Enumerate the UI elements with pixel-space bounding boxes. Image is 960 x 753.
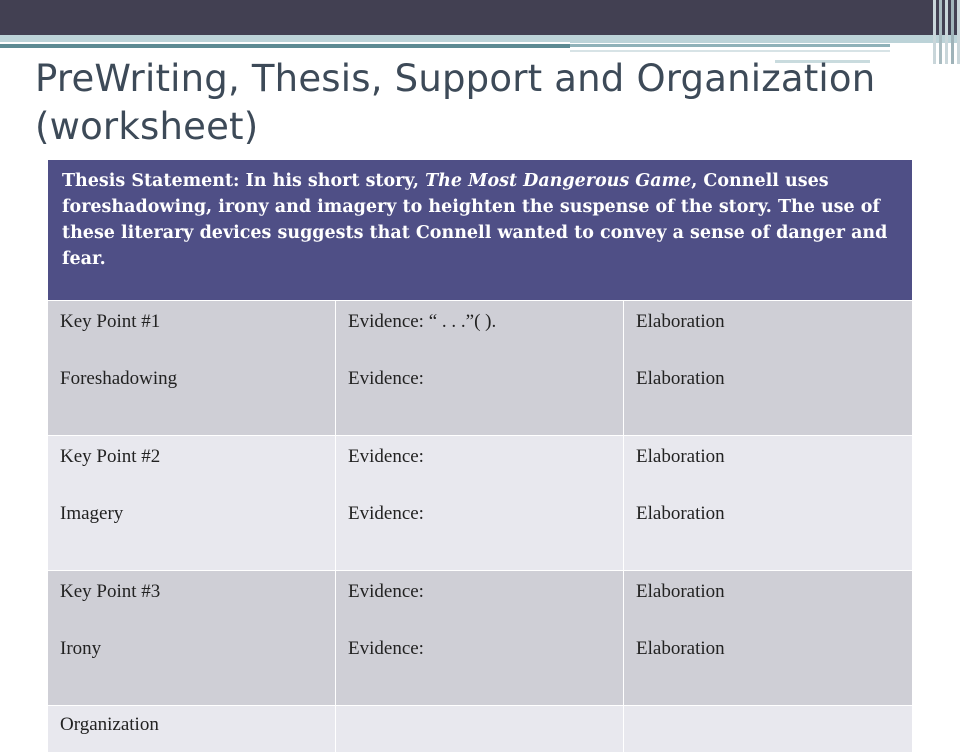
- organization-label: Organization: [48, 706, 336, 753]
- slide-title: PreWriting, Thesis, Support and Organization (worksheet): [35, 57, 876, 148]
- evidence-text: Evidence:: [348, 638, 424, 659]
- key-point-label: Key Point #2: [60, 446, 161, 467]
- elaboration-text: Elaboration: [636, 446, 725, 467]
- elaboration-cell: [624, 436, 913, 571]
- key-point-cell: [48, 436, 336, 571]
- empty-cell: [336, 706, 624, 753]
- key-point-cell: [48, 301, 336, 436]
- evidence-cell: [336, 436, 624, 571]
- thesis-row: [48, 160, 913, 301]
- story-title: The Most Dangerous Game: [425, 171, 692, 191]
- thesis-suffix: , Connell uses foreshadowing, irony and imagery to heighten the suspense of the story. The use of these literary devices suggests that Connell wanted to convey a sense of danger and fear.: [62, 171, 888, 269]
- stripe: [939, 0, 942, 64]
- elaboration-cell: [624, 301, 913, 436]
- key-point-label: Key Point #3: [60, 581, 161, 602]
- key-point-label: Key Point #1: [60, 311, 161, 332]
- key-point-topic: Irony: [60, 638, 102, 659]
- thesis-statement: [48, 160, 913, 301]
- top-decorative-bar: [0, 0, 960, 35]
- elaboration-text: Elaboration: [636, 638, 725, 659]
- elaboration-text: Elaboration: [636, 503, 725, 524]
- decorative-band-thin: [570, 50, 890, 52]
- key-point-cell: [48, 571, 336, 706]
- elaboration-cell: [624, 571, 913, 706]
- elaboration-text: Elaboration: [636, 368, 725, 389]
- table-row: [48, 436, 913, 571]
- decorative-band-teal-tail: [570, 44, 890, 47]
- evidence-cell: [336, 301, 624, 436]
- evidence-text: Evidence:: [348, 446, 424, 467]
- evidence-text: Evidence:: [348, 503, 424, 524]
- empty-cell: [624, 706, 913, 753]
- stripe: [951, 0, 954, 64]
- decorative-band-teal: [0, 44, 570, 48]
- evidence-text: Evidence:: [348, 581, 424, 602]
- thesis-prefix: Thesis Statement: In his short story,: [62, 171, 426, 191]
- stripe: [933, 0, 936, 64]
- stripe: [945, 0, 948, 64]
- table-row: [48, 571, 913, 706]
- evidence-cell: [336, 571, 624, 706]
- worksheet-table: [47, 159, 913, 753]
- elaboration-text: Elaboration: [636, 581, 725, 602]
- elaboration-text: Elaboration: [636, 311, 725, 332]
- key-point-topic: Foreshadowing: [60, 368, 178, 389]
- organization-row: [48, 706, 913, 753]
- evidence-text: Evidence: “ . . .”( ).: [348, 311, 497, 332]
- decorative-stripes: [932, 0, 960, 64]
- evidence-text: Evidence:: [348, 368, 424, 389]
- table-row: [48, 301, 913, 436]
- key-point-topic: Imagery: [60, 503, 124, 524]
